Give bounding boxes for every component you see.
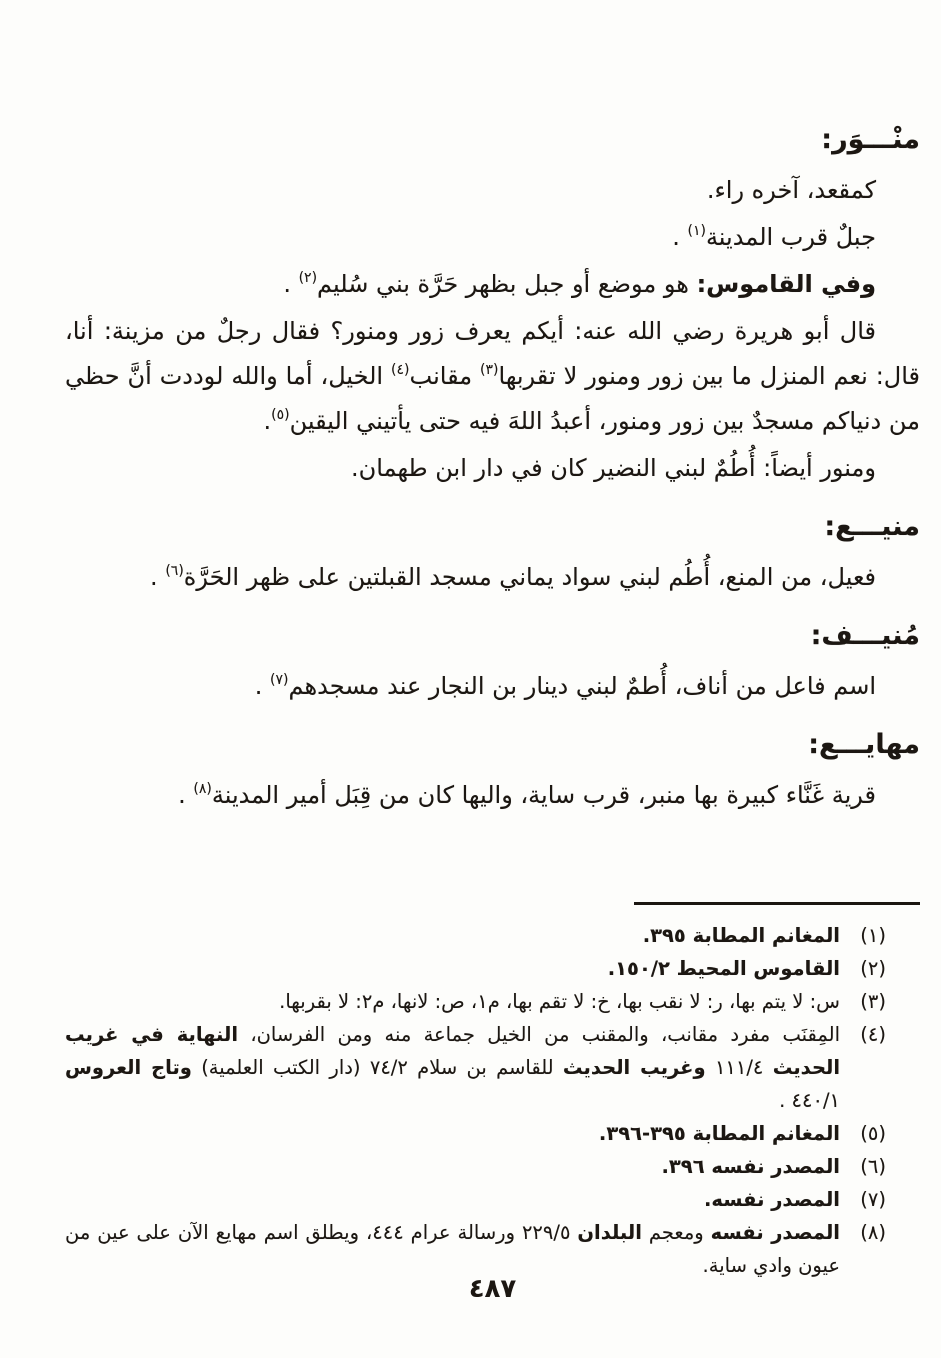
footnote-number: (٨): [860, 1221, 886, 1244]
entry-paragraph: [65, 168, 920, 213]
entry-muneef: [65, 614, 920, 709]
text-segment: المصدر نفسه ٣٩٦.: [661, 1155, 840, 1178]
entry-manee: [65, 505, 920, 600]
entry-paragraph: [65, 309, 920, 444]
footnote-marker: (٥): [271, 407, 290, 423]
footnotes-section: [65, 902, 920, 1282]
footnote-text: [65, 952, 840, 985]
text-segment: للقاسم بن سلام ٧٤/٢ (دار الكتب العلمية): [191, 1056, 563, 1079]
text-segment: قرية غَنَّاء كبيرة بها منبر، قرب ساية، واليها كان من قِبَل أمير المدينة: [211, 781, 876, 809]
footnote-marker: (١): [687, 223, 706, 239]
text-segment: ١١١/٤: [705, 1056, 773, 1079]
footnote-number: (٤): [860, 1023, 886, 1046]
text-segment: .: [178, 781, 194, 809]
entry-headword: منْـــوَر:: [821, 124, 920, 155]
text-segment: الخيل، أما والله لوددت أنَّ حظي من دنياكم مسجدٌ بين زور ومنور، أعبدُ اللهَ فيه حتى يأتيني اليقين: [65, 362, 920, 435]
entry-manwar: [65, 118, 920, 491]
text-segment: البلدان: [577, 1221, 642, 1244]
text-segment: المغانم المطابة ٣٩٥.: [642, 924, 840, 947]
text-segment: ومعجم: [641, 1221, 711, 1244]
footnote-text: [65, 985, 840, 1018]
entry-paragraph: [65, 215, 920, 260]
text-segment: .: [672, 223, 688, 251]
entry-mahayi: [65, 723, 920, 818]
text-segment: .: [254, 672, 271, 700]
footnote-text: [65, 1018, 840, 1117]
footnote-item: [65, 1018, 886, 1117]
text-segment: المغانم المطابة ٣٩٥-٣٩٦.: [598, 1122, 840, 1145]
text-segment: وغريب الحديث: [562, 1056, 706, 1079]
footnote-number: (٧): [860, 1188, 886, 1211]
page-number: ٤٨٧: [468, 1274, 517, 1304]
footnote-text: [65, 1150, 840, 1183]
footnote-text: [65, 919, 840, 952]
text-segment: كمقعد، آخره راء.: [706, 176, 876, 204]
text-segment: س: لا يتم بها، ر: لا نقب بها، خ: لا تقم بها، م١، ص: لانها، م٢: لا بقربها.: [279, 990, 840, 1013]
entry-paragraph: [65, 664, 920, 709]
text-segment: القاموس المحيط ١٥٠/٢.: [607, 957, 840, 980]
footnote-item: [65, 1150, 886, 1183]
footnote-item: [65, 985, 886, 1018]
text-segment: المِقنَب مفرد مقانب، والمقنب من الخيل جماعة منه ومن الفرسان،: [238, 1023, 840, 1046]
footnote-marker: (٦): [165, 563, 184, 579]
text-segment: النهاية في غريب الحديث: [65, 1023, 841, 1079]
footnote-item: [65, 919, 886, 952]
footnote-list: [65, 919, 920, 1282]
entry-headword: منيـــع:: [824, 511, 920, 542]
text-segment: جبلٌ قرب المدينة: [705, 223, 876, 251]
footnote-separator: [634, 902, 920, 905]
footnote-number: (٢): [860, 957, 886, 980]
footnote-marker: (٢): [298, 270, 318, 286]
text-segment: المصدر نفسه: [710, 1221, 840, 1244]
footnote-marker: (٣): [480, 362, 499, 378]
text-segment: .: [150, 563, 166, 591]
text-segment: .: [283, 270, 299, 298]
text-segment: هو موضع أو جبل بظهر حَرَّة بني سُليم: [317, 270, 697, 298]
footnote-text: [65, 1216, 840, 1282]
entry-headword: مهايـــع:: [808, 729, 920, 760]
entry-paragraph: [65, 446, 920, 491]
footnote-text: [65, 1183, 840, 1216]
text-segment: .: [263, 407, 272, 435]
footnote-item: [65, 952, 886, 985]
text-segment: وفي القاموس:: [696, 270, 876, 298]
entries-section: [65, 118, 920, 818]
text-segment: وتاج العروس: [65, 1056, 192, 1079]
text-segment: مقانب: [409, 362, 481, 390]
footnote-text: [65, 1117, 840, 1150]
footnote-marker: (٧): [270, 672, 289, 688]
text-segment: قال أبو هريرة رضي الله عنه: أيكم يعرف زور ومنور؟ فقال رجلٌ من مزينة: أنا، قال: نعم المنزل ما بين زور ومنور لا تقربها: [65, 317, 920, 390]
footnote-marker: (٤): [391, 362, 410, 378]
footnote-item: [65, 1183, 886, 1216]
entry-paragraph: [65, 262, 920, 307]
entry-paragraph: [65, 773, 920, 818]
footnote-number: (١): [860, 924, 886, 947]
footnote-number: (٦): [860, 1155, 886, 1178]
text-segment: فعيل، من المنع، أُطُم لبني سواد يماني مسجد القبلتين على ظهر الحَرَّة: [183, 563, 876, 591]
text-segment: ٢٢٩/٥ ورسالة عرام ٤٤٤، ويطلق اسم مهايع الآن على عين من عيون وادي ساية.: [65, 1221, 840, 1277]
text-segment: المصدر نفسه.: [703, 1188, 840, 1211]
footnote-item: [65, 1117, 886, 1150]
text-segment: ومنور أيضاً: أُطُمٌ لبني النضير كان في دار ابن طهمان.: [351, 454, 876, 482]
entry-paragraph: [65, 555, 920, 600]
footnote-number: (٥): [860, 1122, 886, 1145]
footnote-item: [65, 1216, 886, 1282]
footnote-number: (٣): [860, 990, 886, 1013]
text-segment: اسم فاعل من أناف، أُطمٌ لبني دينار بن النجار عند مسجدهم: [288, 672, 876, 700]
text-segment: ٤٤٠/١ .: [779, 1089, 840, 1112]
entry-headword: مُنيـــف:: [810, 620, 920, 651]
footnote-marker: (٨): [193, 781, 212, 797]
